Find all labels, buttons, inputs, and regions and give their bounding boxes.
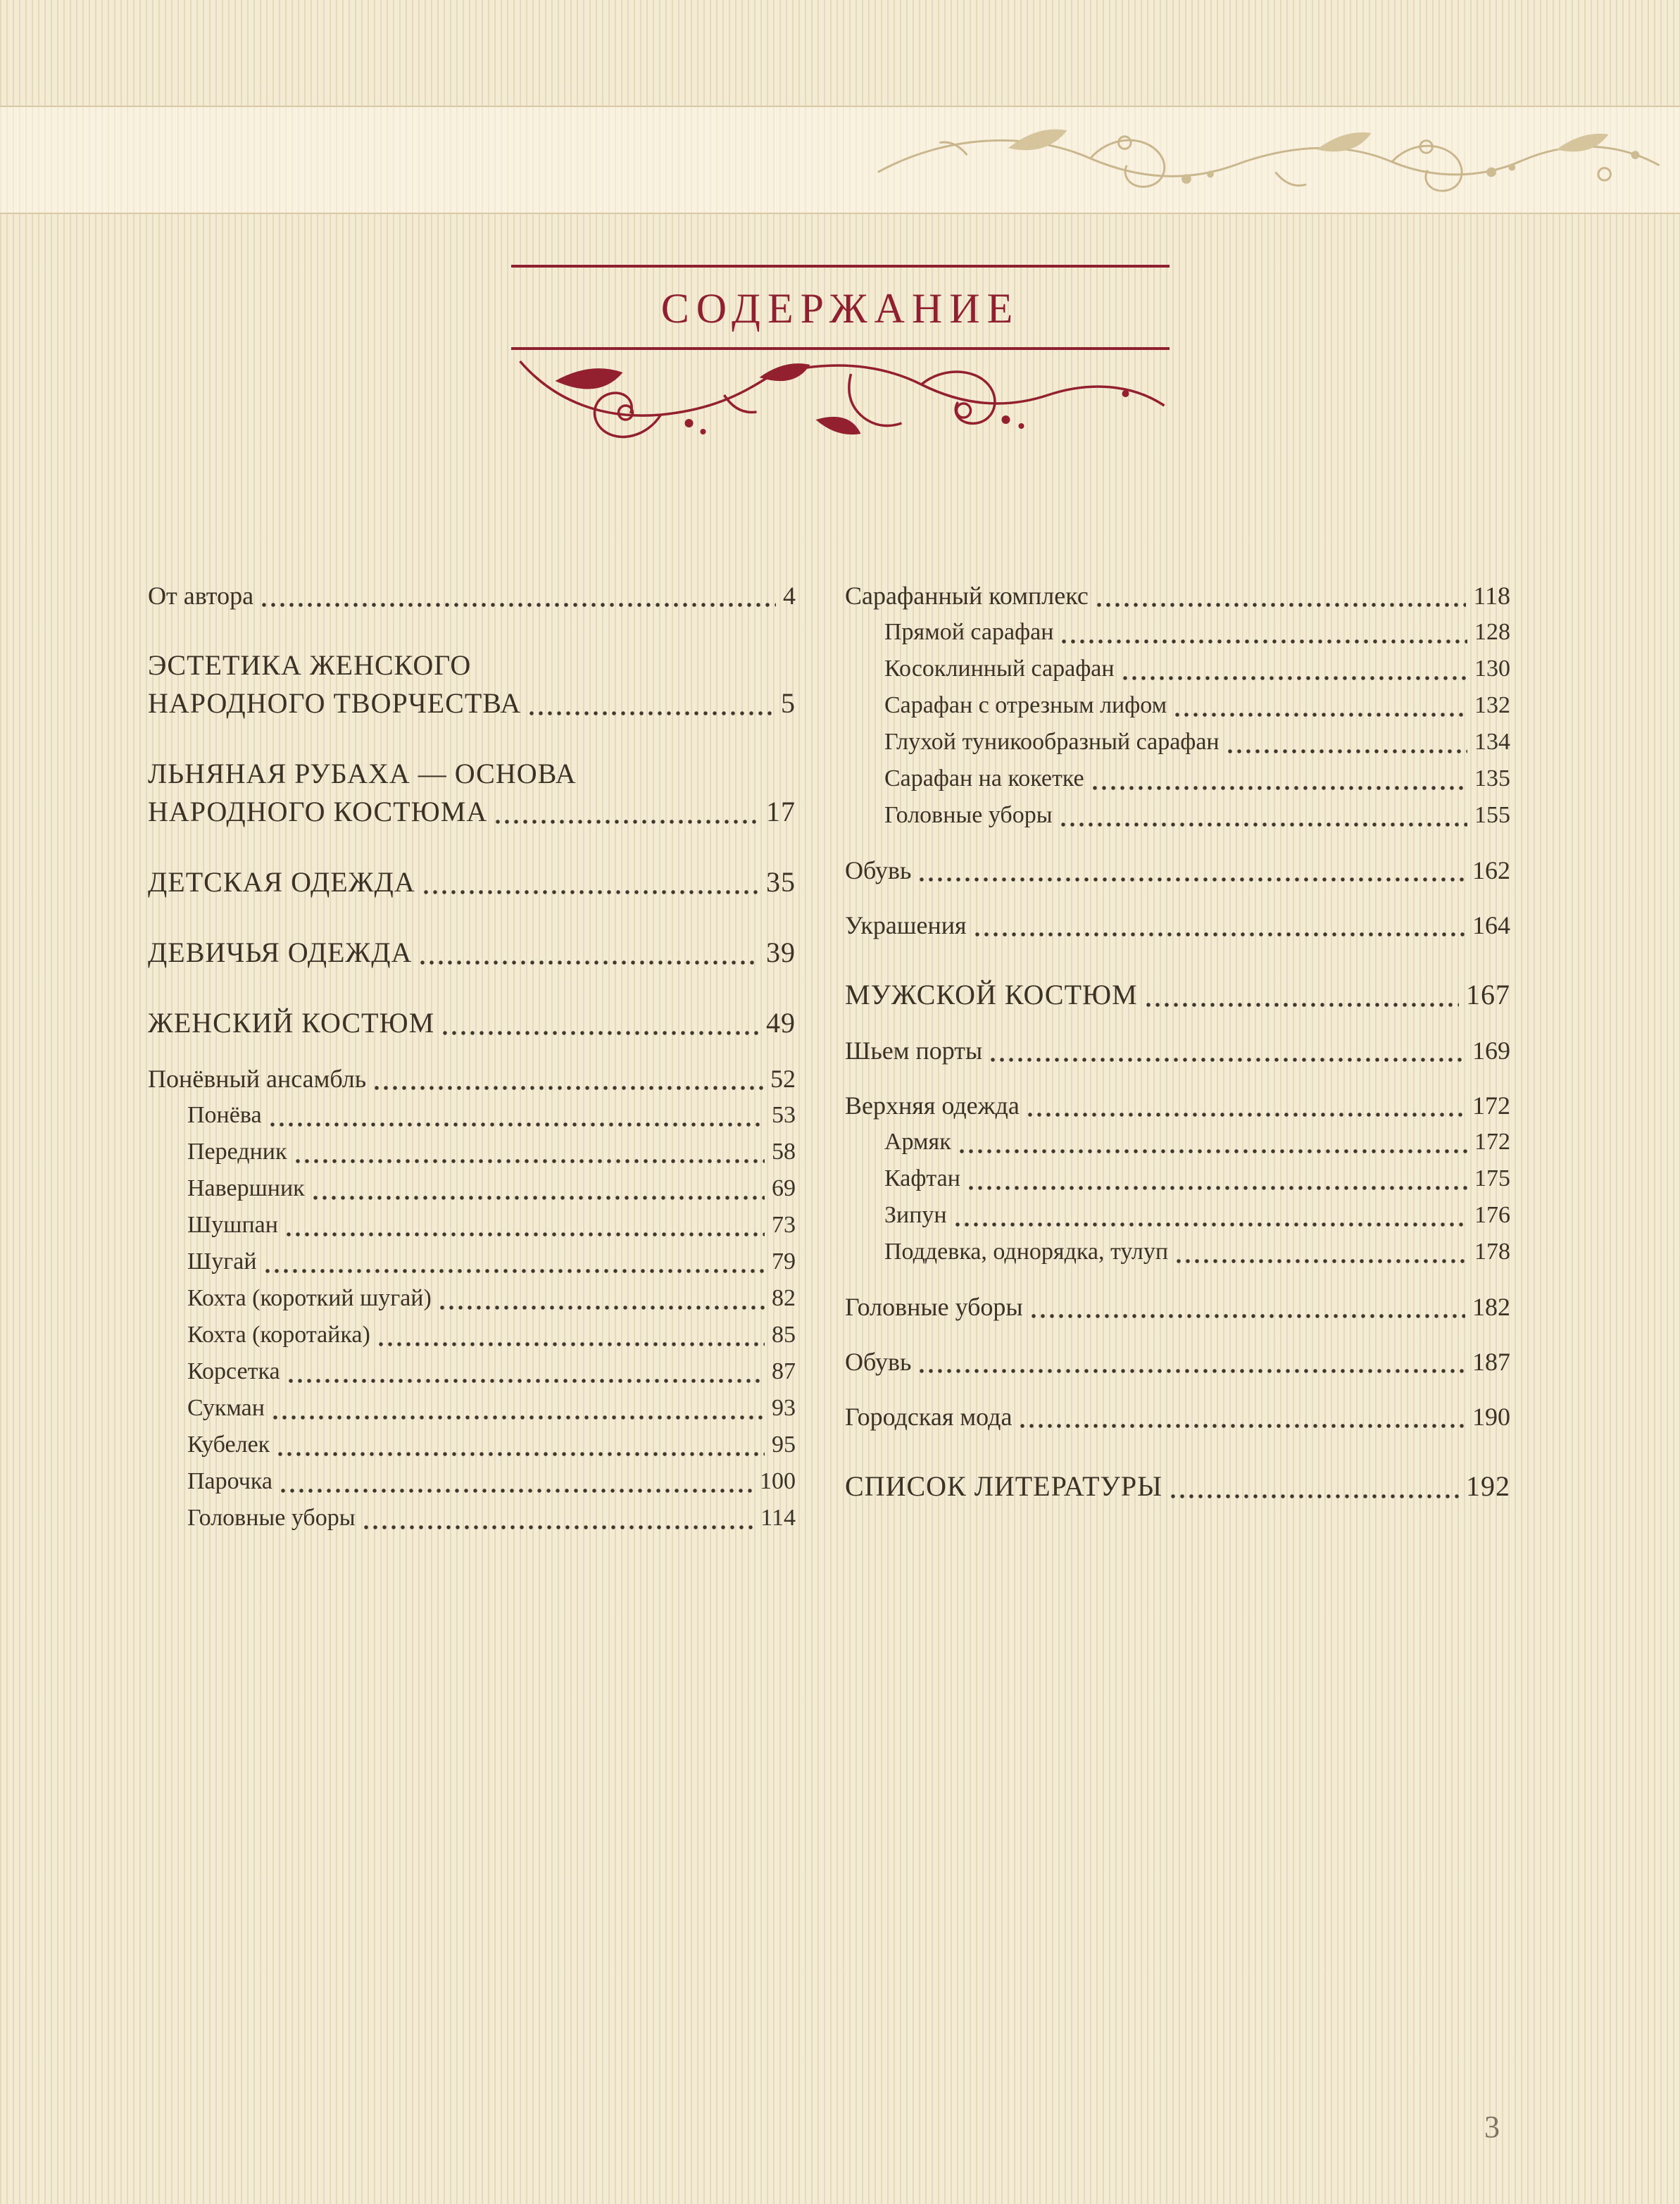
toc-entry-line xyxy=(148,934,796,972)
toc-entry-page-number: 79 xyxy=(772,1248,796,1275)
dot-leader xyxy=(379,1342,765,1346)
toc-entry xyxy=(148,934,796,972)
toc-entry xyxy=(845,1398,1510,1435)
toc-entry-line xyxy=(845,577,1510,614)
toc-entry xyxy=(148,646,796,722)
dot-leader xyxy=(975,932,1465,937)
toc-entry-label: Сукман xyxy=(187,1395,265,1421)
toc-entry-page-number: 5 xyxy=(781,687,796,719)
toc-entry xyxy=(845,687,1510,724)
toc-entry-page-number: 58 xyxy=(772,1139,796,1165)
toc-entry-label: От автора xyxy=(148,582,254,610)
toc-entry-label: Сарафанный комплекс xyxy=(845,582,1089,610)
toc-entry xyxy=(148,1134,796,1170)
toc-entry-line xyxy=(884,1234,1510,1270)
toc-entry-page-number: 118 xyxy=(1473,582,1510,610)
toc-entry-label-line1: ЛЬНЯНАЯ РУБАХА — ОСНОВА xyxy=(148,758,577,789)
toc-entry-page-number: 93 xyxy=(772,1395,796,1421)
toc-entry-line xyxy=(845,976,1510,1014)
toc-entry-line xyxy=(884,1197,1510,1234)
toc-entry-page-number: 100 xyxy=(760,1468,796,1494)
toc-entry-page-number: 73 xyxy=(772,1212,796,1238)
toc-entry xyxy=(845,1289,1510,1325)
toc-entry-label: Понёвный ансамбль xyxy=(148,1065,367,1093)
toc-entry-label: Кубелек xyxy=(187,1432,270,1458)
toc-entry xyxy=(148,1463,796,1500)
dot-leader xyxy=(313,1196,765,1200)
toc-entry-page-number: 39 xyxy=(766,937,796,968)
dot-leader xyxy=(262,603,776,607)
toc-entry xyxy=(845,1344,1510,1380)
toc-entry-line xyxy=(845,1344,1510,1380)
toc-entry-line xyxy=(884,687,1510,724)
toc-entry-label: Обувь xyxy=(845,1348,912,1376)
dot-leader xyxy=(920,877,1465,882)
dot-leader xyxy=(443,1031,759,1035)
dot-leader xyxy=(969,1186,1467,1190)
toc-entry xyxy=(845,760,1510,797)
toc-entry-page-number: 172 xyxy=(1474,1129,1510,1155)
dot-leader xyxy=(287,1232,765,1236)
toc-entry-label: Сарафан с отрезным лифом xyxy=(884,692,1167,718)
toc-entry-page-number: 52 xyxy=(770,1065,796,1093)
toc-entry-line xyxy=(187,1280,796,1317)
toc-entry-label: Шушпан xyxy=(187,1212,278,1238)
toc-entry-label: Городская мода xyxy=(845,1403,1013,1431)
toc-entry-line xyxy=(187,1244,796,1280)
toc-entry-label: Кохта (короткий шугай) xyxy=(187,1285,432,1311)
toc-entry-label: СПИСОК ЛИТЕРАТУРЫ xyxy=(845,1470,1162,1502)
toc-entry xyxy=(148,1317,796,1353)
toc-entry xyxy=(845,1160,1510,1197)
toc-entry xyxy=(845,1197,1510,1234)
toc-entry-line xyxy=(845,1289,1510,1325)
toc-entry-label: Головные уборы xyxy=(845,1293,1023,1321)
toc-entry-line xyxy=(884,760,1510,797)
toc-entry-page-number: 176 xyxy=(1474,1202,1510,1228)
toc-entry-page-number: 87 xyxy=(772,1358,796,1384)
toc-column-right xyxy=(845,577,1510,1505)
toc-entry-line xyxy=(187,1207,796,1244)
dot-leader xyxy=(278,1452,765,1456)
dot-leader xyxy=(375,1086,763,1090)
folio-page-number: 3 xyxy=(1484,2110,1500,2144)
toc-entry-page-number: 114 xyxy=(760,1505,796,1531)
toc-entry-line xyxy=(187,1134,796,1170)
dot-leader xyxy=(1020,1424,1465,1428)
toc-entry-label: Сарафан на кокетке xyxy=(884,765,1084,791)
toc-entry-label: Зипун xyxy=(884,1202,947,1228)
toc-entry-page-number: 178 xyxy=(1474,1239,1510,1265)
toc-entry-label: ДЕВИЧЬЯ ОДЕЖДА xyxy=(148,937,413,968)
toc-entry-label: Кохта (коротайка) xyxy=(187,1322,370,1348)
toc-entry-line xyxy=(884,1160,1510,1197)
toc-entry-line xyxy=(187,1500,796,1536)
dot-leader xyxy=(1061,822,1467,827)
dot-leader xyxy=(920,1369,1465,1373)
toc-entry xyxy=(148,1060,796,1097)
toc-entry-label: ЖЕНСКИЙ КОСТЮМ xyxy=(148,1007,435,1039)
toc-entry-page-number: 49 xyxy=(766,1007,796,1039)
toc-title-block xyxy=(511,265,1170,465)
dot-leader xyxy=(960,1149,1467,1153)
toc-entry-line xyxy=(187,1390,796,1427)
page-title: СОДЕРЖАНИЕ xyxy=(660,285,1020,332)
toc-entry-page-number: 35 xyxy=(766,866,796,898)
toc-entry xyxy=(845,852,1510,889)
toc-entry-page-number: 192 xyxy=(1466,1470,1510,1502)
dot-leader xyxy=(955,1222,1467,1227)
toc-entry-label: Парочка xyxy=(187,1468,272,1494)
toc-entry-page-number: 164 xyxy=(1472,911,1510,939)
toc-entry xyxy=(148,1500,796,1536)
toc-entry-label: Понёва xyxy=(187,1102,262,1128)
toc-entry-label: Кафтан xyxy=(884,1165,960,1191)
top-ornament-band xyxy=(0,106,1680,214)
toc-entry-page-number: 182 xyxy=(1472,1293,1510,1321)
toc-entry-line xyxy=(884,797,1510,834)
toc-entry-label-line1: ЭСТЕТИКА ЖЕНСКОГО xyxy=(148,649,472,681)
dot-leader xyxy=(1097,603,1467,607)
dot-leader xyxy=(270,1122,765,1127)
dot-leader xyxy=(496,820,759,824)
dot-leader xyxy=(1062,639,1467,644)
toc-entry-label: НАРОДНОГО КОСТЮМА xyxy=(148,796,488,827)
toc-entry-label: ДЕТСКАЯ ОДЕЖДА xyxy=(148,866,415,898)
dot-leader xyxy=(1146,1003,1459,1007)
toc-entry-line xyxy=(148,1060,796,1097)
toc-entry-page-number: 82 xyxy=(772,1285,796,1311)
toc-entry-page-number: 134 xyxy=(1474,729,1510,755)
toc-entry-line xyxy=(845,1032,1510,1069)
toc-entry-line xyxy=(148,793,796,831)
toc-entry-line xyxy=(884,724,1510,760)
toc-entry xyxy=(148,1427,796,1463)
toc-entry xyxy=(148,1244,796,1280)
dot-leader xyxy=(440,1306,765,1310)
toc-entry-label: Глухой туникообразный сарафан xyxy=(884,729,1220,755)
toc-entry xyxy=(148,1207,796,1244)
toc-entry-line xyxy=(845,1087,1510,1124)
toc-entry-label: МУЖСКОЙ КОСТЮМ xyxy=(845,979,1138,1010)
toc-entry-line xyxy=(187,1463,796,1500)
toc-entry-page-number: 169 xyxy=(1472,1037,1510,1065)
toc-column-left xyxy=(148,577,796,1536)
toc-entry xyxy=(148,863,796,901)
toc-entry-line xyxy=(845,1467,1510,1505)
dot-leader xyxy=(529,711,774,715)
dot-leader xyxy=(1171,1494,1459,1498)
toc-entry xyxy=(845,614,1510,651)
toc-entry-line xyxy=(187,1170,796,1207)
toc-entry-label: Навершник xyxy=(187,1175,305,1201)
toc-entry-page-number: 95 xyxy=(772,1432,796,1458)
toc-entry-page-number: 17 xyxy=(766,796,796,827)
dot-leader xyxy=(1177,1259,1467,1263)
toc-entry-label: Украшения xyxy=(845,911,967,939)
toc-entry-label: Обувь xyxy=(845,856,912,884)
toc-entry xyxy=(148,1097,796,1134)
toc-entry-line xyxy=(845,852,1510,889)
toc-entry-page-number: 167 xyxy=(1466,979,1510,1010)
toc-entry-page-number: 155 xyxy=(1474,802,1510,828)
toc-entry-label: Шугай xyxy=(187,1248,257,1275)
toc-entry-page-number: 132 xyxy=(1474,692,1510,718)
toc-entry xyxy=(845,797,1510,834)
toc-entry-page-number: 187 xyxy=(1472,1348,1510,1376)
toc-entry-label: Передник xyxy=(187,1139,287,1165)
toc-entry-page-number: 175 xyxy=(1474,1165,1510,1191)
dot-leader xyxy=(991,1058,1465,1062)
toc-entry-line xyxy=(187,1317,796,1353)
toc-entry xyxy=(845,1032,1510,1069)
toc-entry-line xyxy=(884,651,1510,687)
toc-entry-page-number: 85 xyxy=(772,1322,796,1348)
toc-entry xyxy=(845,1467,1510,1505)
toc-entry-line xyxy=(187,1427,796,1463)
toc-entry xyxy=(845,976,1510,1014)
toc-entry-page-number: 69 xyxy=(772,1175,796,1201)
toc-entry-label: Армяк xyxy=(884,1129,951,1155)
toc-entry-line xyxy=(884,1124,1510,1160)
toc-entry xyxy=(845,907,1510,944)
dot-leader xyxy=(273,1415,765,1420)
toc-entry-label: Головные уборы xyxy=(187,1505,356,1531)
dot-leader xyxy=(1028,1113,1465,1117)
toc-entry xyxy=(845,1087,1510,1124)
toc-entry-page-number: 135 xyxy=(1474,765,1510,791)
toc-entry xyxy=(148,755,796,831)
toc-entry-line xyxy=(148,1004,796,1042)
toc-entry-label: Верхняя одежда xyxy=(845,1091,1020,1120)
toc-entry-page-number: 4 xyxy=(783,582,796,610)
toc-entry-line xyxy=(845,907,1510,944)
toc-entry-page-number: 162 xyxy=(1472,856,1510,884)
toc-entry-label: Прямой сарафан xyxy=(884,619,1054,645)
dot-leader xyxy=(281,1489,753,1493)
floral-flourish-red-icon xyxy=(511,353,1170,465)
toc-entry xyxy=(148,1280,796,1317)
toc-entry-line xyxy=(187,1097,796,1134)
toc-entry-line xyxy=(884,614,1510,651)
dot-leader xyxy=(1228,749,1467,753)
toc-entry-label: НАРОДНОГО ТВОРЧЕСТВА xyxy=(148,687,522,719)
toc-entry-line xyxy=(845,1398,1510,1435)
dot-leader xyxy=(296,1159,765,1163)
toc-entry xyxy=(148,577,796,614)
dot-leader xyxy=(364,1525,754,1529)
toc-entry xyxy=(148,1390,796,1427)
dot-leader xyxy=(420,960,759,965)
dot-leader xyxy=(265,1269,765,1273)
toc-entry-page-number: 128 xyxy=(1474,619,1510,645)
toc-entry-label: Головные уборы xyxy=(884,802,1053,828)
toc-entry xyxy=(845,724,1510,760)
toc-entry-label: Косоклинный сарафан xyxy=(884,656,1115,682)
toc-entry xyxy=(148,1170,796,1207)
toc-entry-label: Поддевка, однорядка, тулуп xyxy=(884,1239,1169,1265)
toc-entry-label: Шьем порты xyxy=(845,1037,983,1065)
dot-leader xyxy=(1032,1314,1465,1318)
toc-entry xyxy=(148,1353,796,1390)
toc-entry-line xyxy=(148,863,796,901)
dot-leader xyxy=(1175,713,1467,717)
dot-leader xyxy=(1123,676,1467,680)
toc-entry xyxy=(845,577,1510,614)
toc-entry-page-number: 172 xyxy=(1472,1091,1510,1120)
dot-leader xyxy=(1093,786,1467,790)
toc-entry-line xyxy=(187,1353,796,1390)
toc-entry-page-number: 130 xyxy=(1474,656,1510,682)
toc-entry-page-number: 190 xyxy=(1472,1403,1510,1431)
toc-entry-line xyxy=(148,577,796,614)
toc-entry-label: Корсетка xyxy=(187,1358,280,1384)
title-rule-bottom xyxy=(511,347,1170,350)
dot-leader xyxy=(424,890,759,894)
toc-entry xyxy=(845,1124,1510,1160)
toc-entry xyxy=(845,651,1510,687)
toc-entry-line xyxy=(148,684,796,722)
toc-entry-page-number: 53 xyxy=(772,1102,796,1128)
title-rule-top xyxy=(511,265,1170,268)
toc-entry xyxy=(845,1234,1510,1270)
dot-leader xyxy=(289,1379,765,1383)
toc-entry xyxy=(148,1004,796,1042)
